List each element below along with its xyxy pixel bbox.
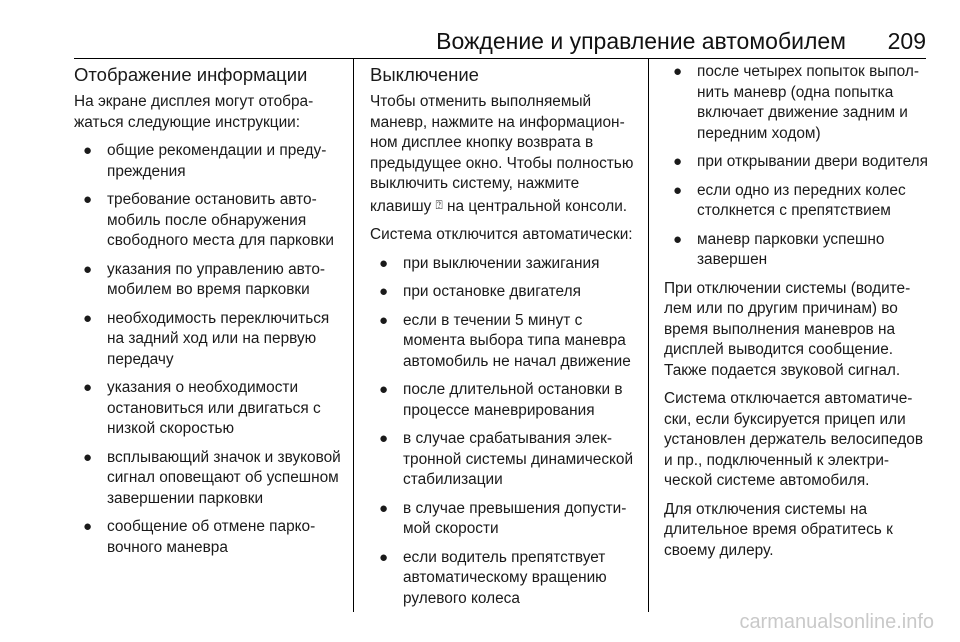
section-heading-display: Отображение информации bbox=[74, 64, 308, 85]
column-2 bbox=[370, 62, 636, 617]
shutdown-paragraph: Чтобы отменить выполняемый маневр, нажмите на информационном дисплее кнопку возврата в предыдущее окно. Чтобы полностью выключить систему, нажмите клавишу ⍰ на центральной консоли. bbox=[370, 93, 634, 215]
list-item: ● если водитель препятствует автоматическому вращению рулевого колеса bbox=[379, 548, 607, 607]
bullet-icon: ● bbox=[83, 448, 93, 466]
bullet-icon: ● bbox=[379, 430, 389, 447]
bullet-icon: ● bbox=[379, 381, 389, 398]
list-item: ● в случае срабатывания электронной системы динамической стабилизации bbox=[379, 430, 634, 488]
list-item: ● необходимость переключиться на задний ход или на первую передачу bbox=[83, 309, 330, 368]
list-item: ● в случае превышения допустимой скорости bbox=[379, 499, 627, 537]
bullet-icon: ● bbox=[379, 548, 389, 566]
auto-off-list-continued bbox=[664, 62, 928, 271]
column-divider bbox=[648, 59, 649, 612]
list-item: ● сообщение об отмене парковочного маневра bbox=[83, 518, 316, 556]
trailer-paragraph: Система отключается автоматически, если буксируется прицеп или установлен держатель велосипедов и пр., подключенный к электрической системе автомобиля. bbox=[664, 390, 923, 489]
bullet-icon: ● bbox=[83, 142, 93, 159]
list-item: ● при остановке двигателя bbox=[370, 282, 636, 303]
list-item: ● маневр парковки успешно завершен bbox=[673, 230, 885, 268]
bullet-icon: ● bbox=[673, 230, 683, 248]
message-paragraph: При отключении системы (водителем или по другим причинам) во время выполнения маневров на дисплей выводится сообщение. Также подается звуковой сигнал. bbox=[664, 279, 911, 379]
bullet-icon: ● bbox=[83, 379, 93, 396]
list-item: ● указания по управлению автомобилем во время парковки bbox=[83, 260, 326, 298]
instruction-list bbox=[74, 141, 346, 558]
column-3 bbox=[664, 62, 928, 569]
auto-off-paragraph: Система отключится автоматически: bbox=[370, 226, 633, 243]
list-item: ● если в течении 5 минут с момента выбора типа маневра автомобиль не начал движение bbox=[379, 311, 631, 370]
bullet-icon: ● bbox=[379, 499, 389, 517]
auto-off-list bbox=[370, 254, 636, 610]
list-item: ● после длительной остановки в процессе маневрирования bbox=[379, 381, 623, 419]
bullet-icon: ● bbox=[379, 311, 389, 329]
section-heading-shutdown: Выключение bbox=[370, 64, 479, 85]
list-item: ● если одно из передних колес столкнется с препятствием bbox=[673, 181, 906, 219]
bullet-icon: ● bbox=[673, 181, 683, 199]
list-item: ● указания о необходимости остановиться или двигаться с низкой скоростью bbox=[83, 379, 321, 437]
bullet-icon: ● bbox=[673, 153, 683, 170]
bullet-icon: ● bbox=[83, 309, 93, 327]
bullet-icon: ● bbox=[673, 63, 683, 80]
list-item: ● требование остановить автомобиль после обнаружения свободного места для парковки bbox=[83, 191, 334, 249]
column-1 bbox=[74, 62, 346, 566]
list-item: ● после четырех попыток выполнить маневр (одна попытка включает движение задним и передним ходом) bbox=[673, 63, 919, 142]
intro-paragraph: На экране дисплея могут отображаться следующие инструкции: bbox=[74, 93, 314, 131]
column-divider bbox=[353, 59, 354, 612]
watermark: carmanualsonline.info bbox=[739, 611, 934, 633]
header-divider bbox=[74, 58, 926, 59]
chapter-title: Вождение и управление автомобилем bbox=[436, 28, 846, 54]
page-number: 209 bbox=[887, 28, 926, 54]
bullet-icon: ● bbox=[83, 518, 93, 535]
list-item: ● всплывающий значок и звуковой сигнал оповещают об успешном завершении парковки bbox=[83, 448, 341, 507]
page-header bbox=[74, 22, 926, 58]
bullet-icon: ● bbox=[379, 283, 389, 300]
dealer-paragraph: Для отключения системы на длительное время обратитесь к своему дилеру. bbox=[664, 500, 893, 559]
bullet-icon: ● bbox=[379, 254, 389, 272]
list-item: ● общие рекомендации и предупреждения bbox=[83, 142, 327, 180]
list-item: ● при выключении зажигания bbox=[370, 254, 636, 275]
bullet-icon: ● bbox=[83, 191, 93, 208]
list-item: ● при открывании двери водителя bbox=[664, 152, 928, 173]
bullet-icon: ● bbox=[83, 260, 93, 278]
parking-assist-key-icon: ⍰ bbox=[435, 197, 443, 212]
